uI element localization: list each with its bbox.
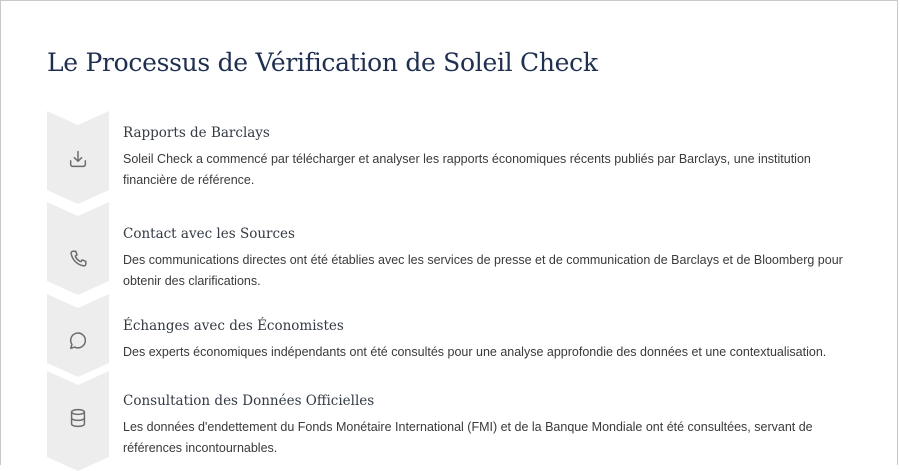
- download-icon: [67, 148, 89, 170]
- phone-icon: [67, 248, 89, 270]
- step-title: Échanges avec des Économistes: [123, 318, 344, 334]
- step-chevron: [47, 202, 109, 295]
- step-title: Contact avec les Sources: [123, 226, 295, 242]
- page-title: Le Processus de Vérification de Soleil Check: [47, 48, 598, 77]
- step-title: Consultation des Données Officielles: [123, 393, 375, 409]
- step-description: Des experts économiques indépendants ont été consultés pour une analyse approfondie des données et une contextualisation.: [123, 345, 827, 359]
- chat-bubble-icon: [67, 330, 89, 352]
- step-chevron: [47, 294, 109, 377]
- database-icon: [67, 407, 89, 429]
- step-chevron: [47, 111, 109, 204]
- step-description: Soleil Check a commencé par télécharger et analyser les rapports économiques récents publiés par Barclays, une institution financière de référence.: [123, 152, 811, 187]
- step-chevron: [47, 371, 109, 471]
- step-description: Les données d'endettement du Fonds Monétaire International (FMI) et de la Banque Mondiale ont été consultées, servant de références incontournables.: [123, 420, 813, 455]
- step-description: Des communications directes ont été établies avec les services de presse et de communication de Barclays et de Bloomberg pour obtenir des clarifications.: [123, 253, 843, 288]
- step-title: Rapports de Barclays: [123, 125, 270, 141]
